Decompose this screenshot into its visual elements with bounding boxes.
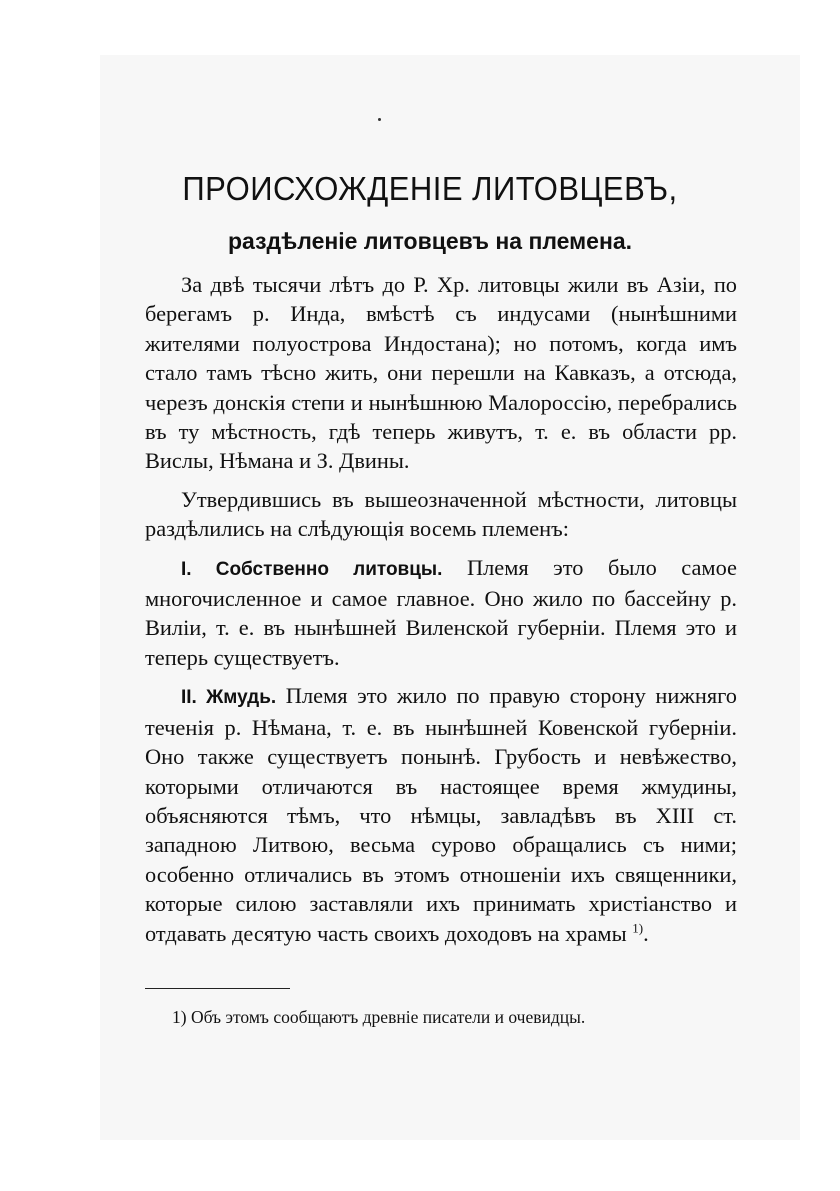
tribe-entry-lithuanians [145,553,737,673]
paragraph-origin: За двѣ тысячи лѣтъ до Р. Хр. литовцы жили въ Азіи, по берегамъ р. Инда, вмѣстѣ съ индусами (нынѣшними жителями полуострова Индостана); но потомъ, когда имъ стало тамъ тѣсно жить, они перешли на Кавказъ, а отсюда, черезъ донскія степи и нынѣшнюю Малороссію, перебрались въ ту мѣстность, гдѣ теперь живутъ, т. е. въ области рр. Вислы, Нѣмана и З. Двины. [145,272,737,474]
page-mark [378,118,381,121]
tribe-text: Племя это было самое многочисленное и самое главное. Оно жило по бассейну р. Виліи, т. е. въ нынѣшней Виленской губерніи. Племя это и теперь существуетъ. [145,554,737,670]
footnote [172,1005,732,1029]
tribe-entry-samogitia [145,681,737,948]
paragraph-division: Утвердившись въ вышеозначенной мѣстности, литовцы раздѣлились на слѣдующія восемь племенъ: [145,486,737,542]
tribe-text: Племя это жило по правую сторону нижняго теченія р. Нѣмана, т. е. въ нынѣшней Ковенской губерніи. Оно также существуетъ понынѣ. Грубость и невѣжество, которыми отличаются въ настоящее время жмудины, объясняются тѣмъ, что нѣмцы, завладѣвъ въ XIII ст. западною Литвою, весьма сурово обращались съ ними; особенно отличались въ этомъ отношеніи ихъ священники, которые силою заставляли ихъ принимать христіанство и отдавать десятую часть своихъ доходовъ на храмы [145,683,737,946]
chapter-body [145,270,737,957]
footnote-divider [145,988,290,989]
footnote-reference: 1) [632,920,644,936]
footnote-marker: 1) [172,1007,187,1027]
sentence-end: . [643,920,649,946]
chapter-subtitle: раздѣленіе литовцевъ на племена. [227,228,633,254]
tribe-heading: I. Собственно литовцы. [181,558,443,580]
footnote-text: Объ этомъ сообщаютъ древніе писатели и очевидцы. [190,1007,586,1027]
tribe-heading: II. Жмудь. [181,687,277,709]
chapter-title: ПРОИСХОЖДЕНІЕ ЛИТОВЦЕВЪ, [182,170,678,207]
